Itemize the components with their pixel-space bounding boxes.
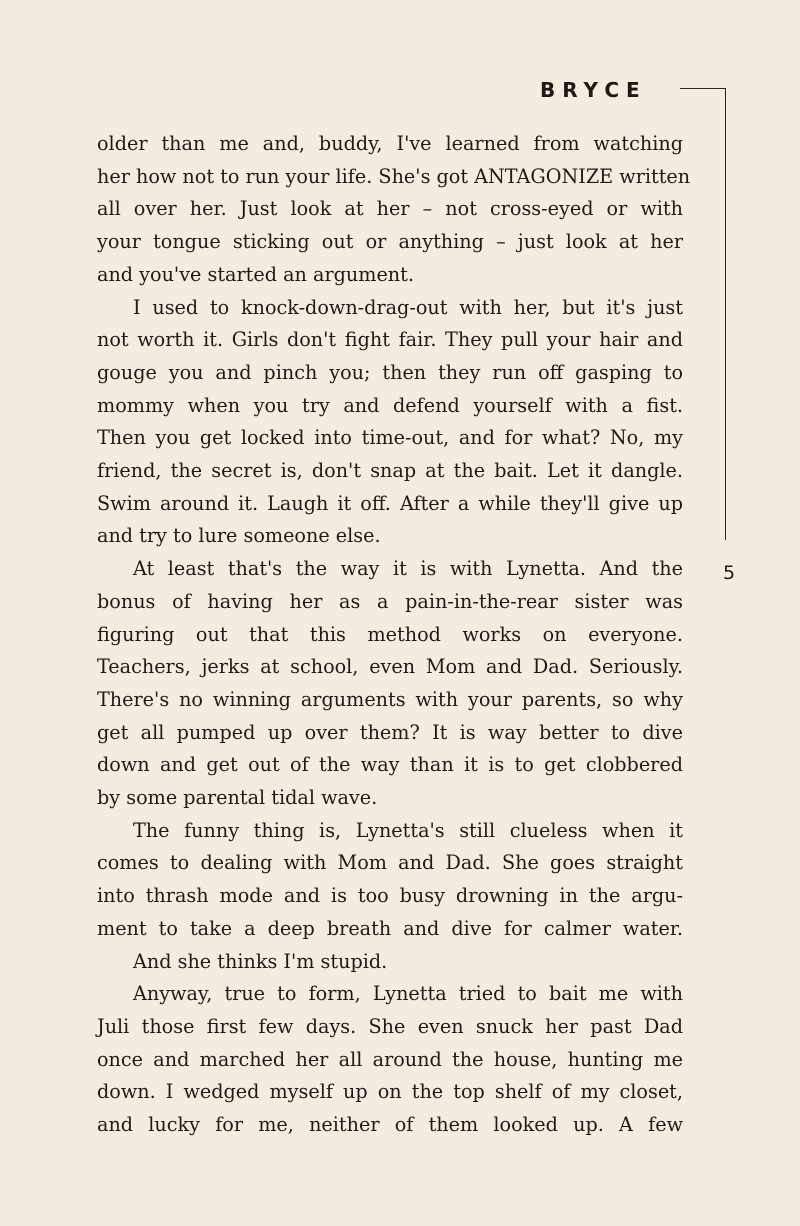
text-line: Anyway, true to form, Lynetta tried to bait me with <box>133 982 683 1006</box>
text-line: At least that's the way it is with Lynetta. And the <box>133 557 683 581</box>
text-line: by some parental tidal wave. <box>97 786 378 810</box>
text-line: Juli those first few days. She even snuck her past Dad <box>97 1014 683 1038</box>
text-line: friend, the secret is, don't snap at the bait. Let it dangle. <box>97 459 683 483</box>
text-line: bonus of having her as a pain-in-the-rear sister was <box>97 589 683 613</box>
page-number: 5 <box>723 562 736 584</box>
text-line: Teachers, jerks at school, even Mom and Dad. Seriously. <box>97 655 683 679</box>
text-line: and try to lure someone else. <box>97 524 381 548</box>
text-line: once and marched her all around the house, hunting me <box>97 1047 683 1071</box>
text-line: The funny thing is, Lynetta's still clueless when it <box>133 818 683 842</box>
header-rule <box>680 88 725 89</box>
text-line: down. I wedged myself up on the top shelf of my closet, <box>97 1080 683 1104</box>
text-line: Swim around it. Laugh it off. After a while they'll give up <box>97 491 683 515</box>
text-line: into thrash mode and is too busy drowning in the argu- <box>97 884 683 908</box>
text-line: figuring out that this method works on everyone. <box>97 622 683 646</box>
text-line: And she thinks I'm stupid. <box>133 949 388 973</box>
text-line: I used to knock-down-drag-out with her, but it's just <box>133 295 683 319</box>
text-line: and you've started an argument. <box>97 262 414 286</box>
text-line: There's no winning arguments with your parents, so why <box>97 687 683 711</box>
text-line: her how not to run your life. She's got ANTAGONIZE written <box>97 164 691 188</box>
text-line: Then you get locked into time-out, and for what? No, my <box>97 426 683 450</box>
chapter-header: BRYCE <box>540 78 647 102</box>
text-line: and lucky for me, neither of them looked up. A few <box>97 1113 683 1137</box>
text-line: mommy when you try and defend yourself with a fist. <box>97 393 683 417</box>
body-text <box>97 128 691 1142</box>
text-line: all over her. Just look at her – not cross-eyed or with <box>97 197 683 221</box>
side-rule <box>725 88 726 540</box>
text-line: down and get out of the way than it is to get clobbered <box>97 753 683 777</box>
text-line: older than me and, buddy, I've learned from watching <box>97 132 683 155</box>
text-line: gouge you and pinch you; then they run off gasping to <box>97 360 683 384</box>
text-line: comes to dealing with Mom and Dad. She goes straight <box>97 851 683 875</box>
text-line: ment to take a deep breath and dive for calmer water. <box>97 916 683 940</box>
text-line: get all pumped up over them? It is way better to dive <box>97 720 683 744</box>
text-line: not worth it. Girls don't fight fair. They pull your hair and <box>97 328 683 352</box>
text-line: your tongue sticking out or anything – just look at her <box>97 230 683 254</box>
